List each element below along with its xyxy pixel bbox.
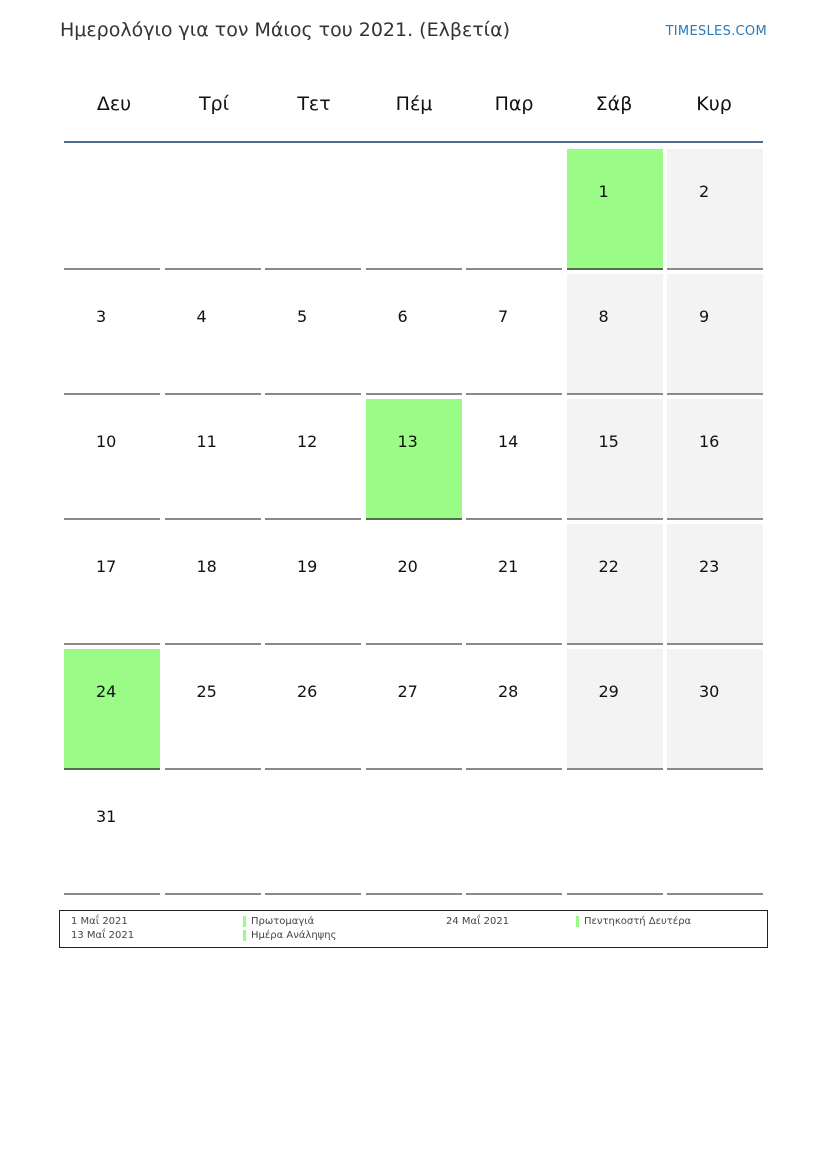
- day-number: 21: [498, 557, 519, 576]
- day-number: 12: [297, 432, 318, 451]
- day-number: 22: [598, 557, 619, 576]
- day-cell-19[interactable]: [265, 524, 361, 645]
- day-cell-2[interactable]: [667, 149, 763, 270]
- day-number: 4: [196, 307, 207, 326]
- calendar-title: Ημερολόγιο για τον Μάιος του 2021. (Ελβετία): [60, 19, 511, 41]
- day-cell-1[interactable]: [567, 149, 663, 270]
- calendar-grid: [64, 149, 769, 895]
- weekday-thu: Πέμ: [395, 93, 433, 115]
- day-cell-11[interactable]: [165, 399, 261, 520]
- day-number: 2: [699, 182, 710, 201]
- day-cell-20[interactable]: [366, 524, 462, 645]
- day-number: 8: [598, 307, 609, 326]
- legend-color-swatch: [243, 916, 246, 927]
- day-number: 10: [96, 432, 117, 451]
- day-number: 7: [498, 307, 509, 326]
- day-number: 19: [297, 557, 318, 576]
- legend-holiday-name: Ημέρα Ανάληψης: [251, 930, 337, 941]
- day-cell-29[interactable]: [567, 649, 663, 770]
- empty-day-cell: [366, 774, 462, 895]
- day-cell-30[interactable]: [667, 649, 763, 770]
- legend-date: 1 Μαΐ 2021: [71, 916, 128, 927]
- weekday-fri: Παρ: [494, 93, 534, 115]
- day-cell-4[interactable]: [165, 274, 261, 395]
- day-cell-12[interactable]: [265, 399, 361, 520]
- day-number: 5: [297, 307, 308, 326]
- weekday-header-row: [64, 80, 764, 128]
- header-divider: [64, 141, 763, 143]
- day-number: 13: [397, 432, 418, 451]
- day-cell-27[interactable]: [366, 649, 462, 770]
- legend-holiday-name: Πρωτομαγιά: [251, 916, 315, 927]
- day-number: 14: [498, 432, 519, 451]
- brand-logo-text[interactable]: TIMESLES.COM: [665, 24, 767, 39]
- weekday-sun: Κυρ: [696, 93, 732, 115]
- empty-day-cell: [667, 774, 763, 895]
- day-number: 26: [297, 682, 318, 701]
- day-cell-18[interactable]: [165, 524, 261, 645]
- day-number: 9: [699, 307, 710, 326]
- day-cell-26[interactable]: [265, 649, 361, 770]
- empty-day-cell: [165, 149, 261, 270]
- day-number: 11: [196, 432, 217, 451]
- day-number: 30: [699, 682, 720, 701]
- day-number: 23: [699, 557, 720, 576]
- day-number: 17: [96, 557, 117, 576]
- day-cell-10[interactable]: [64, 399, 160, 520]
- empty-day-cell: [265, 149, 361, 270]
- day-cell-25[interactable]: [165, 649, 261, 770]
- day-number: 15: [598, 432, 619, 451]
- day-cell-16[interactable]: [667, 399, 763, 520]
- day-number: 16: [699, 432, 720, 451]
- day-cell-24[interactable]: [64, 649, 160, 770]
- day-cell-21[interactable]: [466, 524, 562, 645]
- weekday-tue: Τρί: [198, 93, 230, 115]
- day-cell-17[interactable]: [64, 524, 160, 645]
- weekday-sat: Σάβ: [595, 93, 633, 115]
- empty-day-cell: [366, 149, 462, 270]
- day-cell-7[interactable]: [466, 274, 562, 395]
- day-number: 27: [397, 682, 418, 701]
- day-cell-9[interactable]: [667, 274, 763, 395]
- day-cell-13[interactable]: [366, 399, 462, 520]
- day-cell-28[interactable]: [466, 649, 562, 770]
- legend-date: 24 Μαΐ 2021: [446, 916, 510, 927]
- empty-day-cell: [265, 774, 361, 895]
- legend-date: 13 Μαΐ 2021: [71, 930, 135, 941]
- day-cell-31[interactable]: [64, 774, 160, 895]
- weekday-wed: Τετ: [297, 93, 331, 115]
- day-number: 24: [96, 682, 117, 701]
- day-cell-22[interactable]: [567, 524, 663, 645]
- day-cell-3[interactable]: [64, 274, 160, 395]
- day-cell-14[interactable]: [466, 399, 562, 520]
- legend-holiday-name: Πεντηκοστή Δευτέρα: [584, 916, 692, 927]
- day-number: 28: [498, 682, 519, 701]
- day-number: 20: [397, 557, 418, 576]
- legend-color-swatch: [576, 916, 579, 927]
- day-cell-8[interactable]: [567, 274, 663, 395]
- legend-color-swatch: [243, 930, 246, 941]
- empty-day-cell: [64, 149, 160, 270]
- day-number: 1: [598, 182, 609, 201]
- day-cell-5[interactable]: [265, 274, 361, 395]
- empty-day-cell: [466, 774, 562, 895]
- day-cell-23[interactable]: [667, 524, 763, 645]
- empty-day-cell: [466, 149, 562, 270]
- empty-day-cell: [165, 774, 261, 895]
- day-cell-15[interactable]: [567, 399, 663, 520]
- weekday-mon: Δευ: [96, 93, 132, 115]
- day-number: 18: [196, 557, 217, 576]
- day-number: 3: [96, 307, 107, 326]
- day-number: 25: [196, 682, 217, 701]
- day-cell-6[interactable]: [366, 274, 462, 395]
- day-number: 6: [397, 307, 408, 326]
- day-number: 31: [96, 807, 117, 826]
- empty-day-cell: [567, 774, 663, 895]
- day-number: 29: [598, 682, 619, 701]
- holiday-legend: [59, 910, 768, 948]
